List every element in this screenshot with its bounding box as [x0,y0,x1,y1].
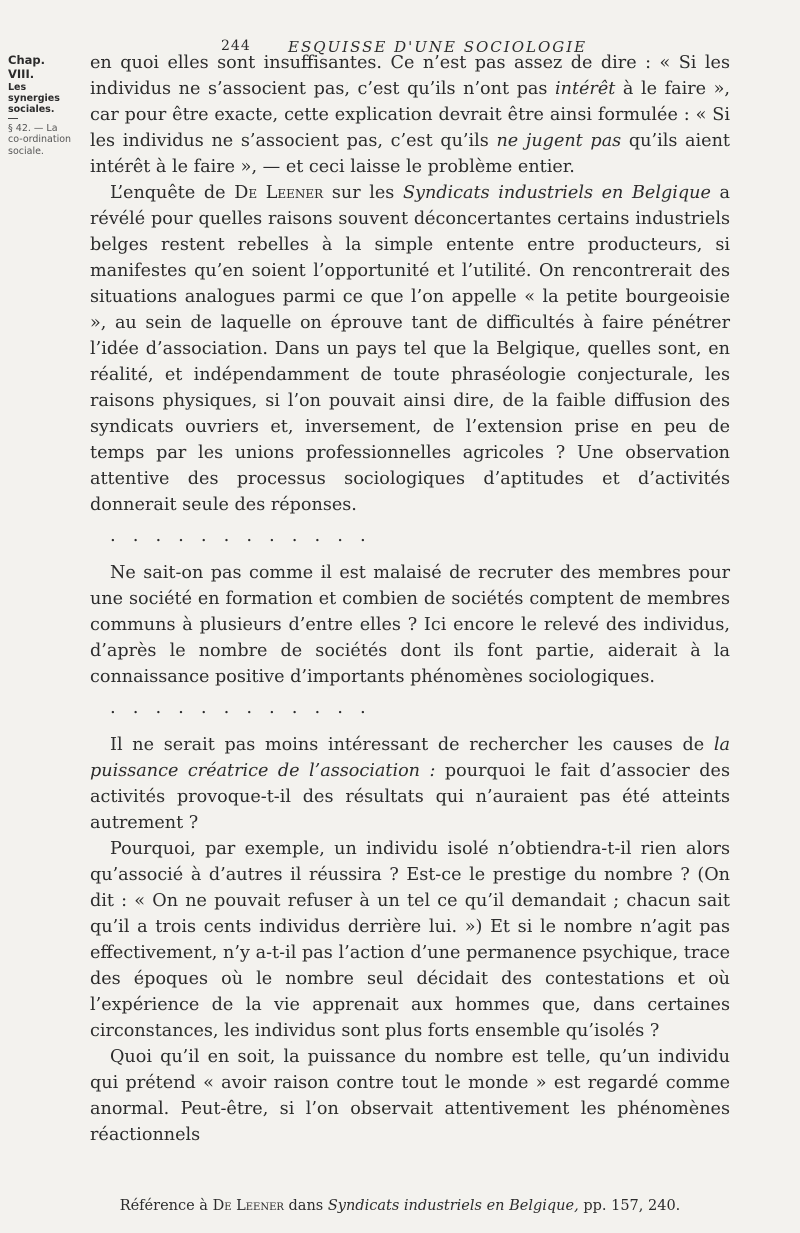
paragraph-5: Pourquoi, par exemple, un individu isolé n’obtiendra-t-il rien alors qu’associé à d’autres il réussira ? Est-ce le prestige du nombre ? (On dit : « On ne pouvait refuser à un tel ce qu’il demandait ; chacun sait qu’il a trois cents individus derrière lui. ») Et si le nombre n’agit pas effectivement, n’y a-t-il pas l’action d’une permanence psychique, trace des époques où le nombre seul décidait des contestations et où l’expérience de la vie apprenait aux hommes que, dans certaines circonstances, les individus sont plus forts ensemble qu’isolés ? [90,839,730,1041]
margin-section: § 42. — La co-ordination sociale. [8,122,72,157]
paragraph-2: L’enquête de De Leener sur les Syndicats industriels en Belgique a révélé pour quelles raisons souvent déconcertantes certains industriels belges restent rebelles à la simple entente entre producteurs, si manifestes qu’en soient l’opportunité et l’utilité. On rencontrerait des situations analogues parmi ce que l’on appelle « la petite bourgeoisie », au sein de laquelle on éprouve tant de difficultés à faire pénétrer l’idée d’association. Dans un pays tel que la Belgique, quelles sont, en réalité, et indépendamment de toute phraséologie conjecturale, les raisons physiques, si l’on pouvait ainsi dire, de la faible diffusion des syndicats ouvriers et, inversement, de l’extension prise en peu de temps par les unions professionnelles agricoles ? Une observation attentive des processus sociologiques d’aptitudes et d’activités donnerait seule des réponses. [90,183,730,515]
ellipsis-separator: ............ [110,525,383,546]
paragraph-4: Il ne serait pas moins intéressant de rechercher les causes de la puissance créatrice de l’association : pourquoi le fait d’associer des activités provoque-t-il des résultats qui n’auraient pas été atteints autrement ? [90,735,730,833]
ellipsis-separator: ............ [110,697,383,718]
margin-chapter: Chap. VIII. [8,53,45,81]
paragraph-6: Quoi qu’il en soit, la puissance du nombre est telle, qu’un individu qui prétend « avoir raison contre tout le monde » est regardé comme anormal. Peut-être, si l’on observait attentivement les phénomènes réactionnels [90,1047,730,1145]
margin-rule [8,118,18,119]
paragraph-1: en quoi elles sont insuffisantes. Ce n’est pas assez de dire : « Si les individus ne s’associent pas, c’est qu’ils n’ont pas intérêt à le faire », car pour être exacte, cette explication devrait être ainsi formulée : « Si les individus ne s’associent pas, c’est qu’ils ne jugent pas qu’ils aient intérêt à le faire », — et ceci laisse le problème entier. [90,53,730,177]
body-text [90,50,730,1148]
margin-subtitle: Les synergies sociales. [8,81,60,116]
margin-notes [8,54,74,157]
running-title: ESQUISSE D'UNE SOCIOLOGIE [288,38,588,56]
paragraph-3: Ne sait-on pas comme il est malaisé de recruter des membres pour une société en formation et combien de sociétés comptent de membres communs à plusieurs d’entre elles ? Ici encore le relevé des individus, d’après le nombre de sociétés dont ils font partie, aiderait à la connaissance positive d’importants phénomènes sociologiques. [90,563,730,687]
page-number: 244 [221,38,251,54]
footnote: Référence à De Leener dans Syndicats industriels en Belgique, pp. 157, 240. [119,1198,681,1214]
